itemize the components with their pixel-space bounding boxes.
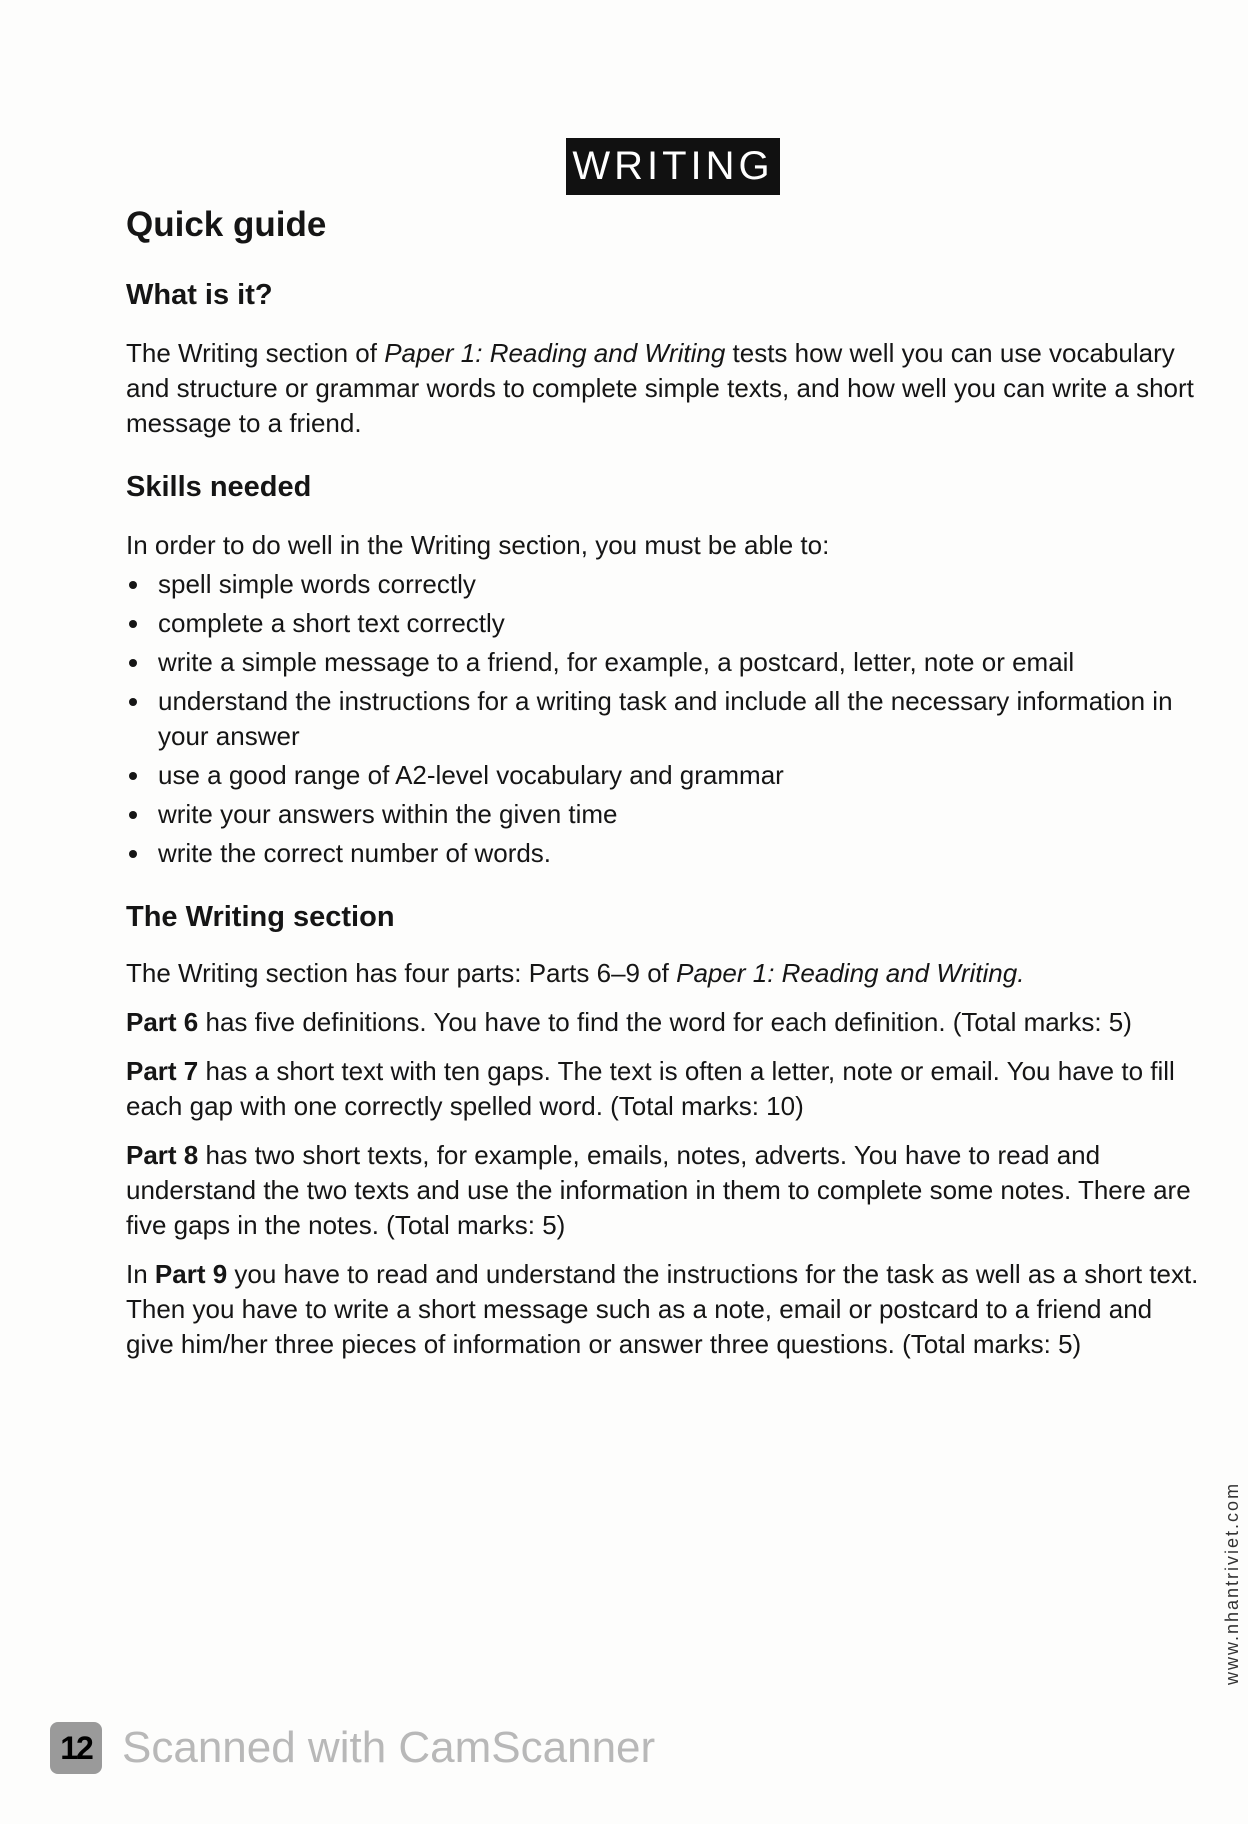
part-label: Part 8 (126, 1140, 199, 1170)
page-number: 12 (60, 1729, 92, 1766)
part-text: has two short texts, for example, emails, notes, adverts. You have to read and understand the two texts and use the information in them to complete some notes. There are five gaps in the notes. (Total marks: 5) (126, 1140, 1191, 1240)
skills-list (126, 567, 1206, 871)
part-text: has five definitions. You have to find the word for each definition. (Total marks: 5) (198, 1007, 1132, 1037)
part-label: Part 7 (126, 1056, 199, 1086)
part-text: you have to read and understand the instructions for the task as well as a short text. Then you have to write a short message such as a note, email or postcard to a friend and give him/her three pieces of information or answer three questions. (Total marks: 5) (126, 1259, 1199, 1359)
what-text-before: The Writing section of (126, 338, 385, 368)
intro-text: The Writing section has four parts: Parts 6–9 of (126, 958, 677, 988)
part-prefix: In (126, 1259, 155, 1289)
part-6-paragraph (126, 1005, 1206, 1040)
watermark (1222, 1405, 1246, 1685)
part-9-paragraph (126, 1257, 1206, 1362)
writing-section-heading: The Writing section (126, 901, 395, 933)
section-badge: WRITING (566, 138, 780, 195)
quick-guide-title: Quick guide (126, 205, 327, 244)
watermark-text: www.nhantriviet.com (1222, 1481, 1242, 1685)
writing-section-intro (126, 956, 1206, 991)
part-8-paragraph (126, 1138, 1206, 1243)
skills-list-item: spell simple words correctly (126, 567, 1206, 602)
part-text: has a short text with ten gaps. The text is often a letter, note or email. You have to fill each gap with one correctly spelled word. (Total marks: 10) (126, 1056, 1175, 1121)
skills-list-item: write your answers within the given time (126, 797, 1206, 832)
part-label: Part 6 (126, 1007, 199, 1037)
what-paper-title: Paper 1: Reading and Writing (384, 338, 726, 368)
what-is-it-paragraph (126, 336, 1206, 441)
skills-list-item: use a good range of A2-level vocabulary and grammar (126, 758, 1206, 793)
content (126, 200, 1206, 1362)
skills-list-item: write a simple message to a friend, for example, a postcard, letter, note or email (126, 645, 1206, 680)
scanner-caption: Scanned with CamScanner (122, 1723, 656, 1772)
skills-list-item: understand the instructions for a writing task and include all the necessary information in your answer (126, 684, 1206, 754)
intro-paper-title: Paper 1: Reading and Writing. (676, 958, 1025, 988)
what-is-it-heading: What is it? (126, 279, 273, 311)
camscanner-logo-icon (50, 1722, 102, 1774)
what-text-after: tests how well you can use vocabulary and structure or grammar words to complete simple texts, and how well you can write a short message to a friend. (126, 338, 1194, 438)
skills-heading: Skills needed (126, 471, 312, 503)
skills-intro: In order to do well in the Writing section, you must be able to: (126, 530, 830, 560)
skills-list-item: write the correct number of words. (126, 836, 1206, 871)
scanner-footer (50, 1718, 655, 1778)
part-7-paragraph (126, 1054, 1206, 1124)
part-label: Part 9 (154, 1259, 228, 1289)
skills-list-item: complete a short text correctly (126, 606, 1206, 641)
